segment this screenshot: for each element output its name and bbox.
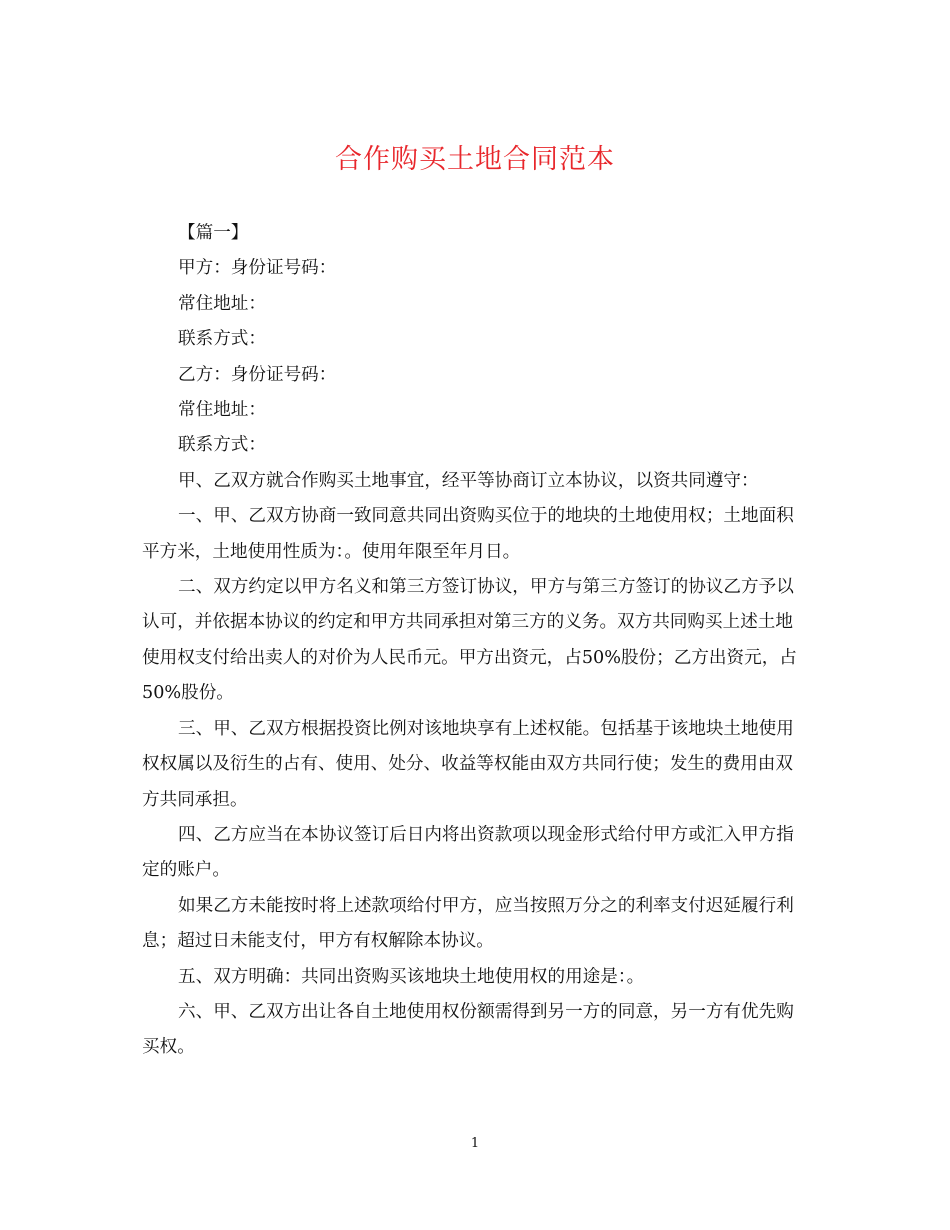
document-body xyxy=(142,216,798,1066)
section-label: 【篇一】 xyxy=(178,223,249,243)
clause-3: 三、甲、乙双方根据投资比例对该地块享有上述权能。包括基于该地块土地使用权权属以及衍生的占有、使用、处分、收益等权能由双方共同行使；发生的费用由双方共同承担。 xyxy=(142,718,794,810)
party-b-contact: 联系方式： xyxy=(178,435,266,456)
clause-2: 二、双方约定以甲方名义和第三方签订协议，甲方与第三方签订的协议乙方予以认可，并依据本协议的约定和甲方共同承担对第三方的义务。双方共同购买上述土地使用权支付给出卖人的对价为人民币元。甲方出资元，占50%股份；乙方出资元，占50%股份。 xyxy=(142,577,797,704)
party-a-address: 常住地址： xyxy=(178,293,266,314)
clause-4: 四、乙方应当在本协议签订后日内将出资款项以现金形式给付甲方或汇入甲方指定的账户。 xyxy=(142,824,794,881)
clause-5: 五、双方明确：共同出资购买该地块土地使用权的用途是：。 xyxy=(178,966,645,987)
clause-1: 一、甲、乙双方协商一致同意共同出资购买位于的地块的土地使用权；土地面积平方米，土地使用性质为：。使用年限至年月日。 xyxy=(142,506,794,562)
party-b-address: 常住地址： xyxy=(178,400,266,421)
intro-paragraph: 甲、乙双方就合作购买土地事宜，经平等协商订立本协议，以资共同遵守： xyxy=(178,470,759,491)
document-title: 合作购买土地合同范本 xyxy=(335,144,615,175)
party-a-contact: 联系方式： xyxy=(178,329,266,350)
clause-6: 六、甲、乙双方出让各自土地使用权份额需得到另一方的同意，另一方有优先购买权。 xyxy=(142,1001,794,1058)
clause-4-note: 如果乙方未能按时将上述款项给付甲方，应当按照万分之的利率支付迟延履行利息；超过日未能支付，甲方有权解除本协议。 xyxy=(142,895,794,952)
party-b-line: 乙方：身份证号码： xyxy=(178,364,337,385)
page-number: 1 xyxy=(470,1136,480,1151)
party-a-line: 甲方：身份证号码： xyxy=(178,258,337,279)
